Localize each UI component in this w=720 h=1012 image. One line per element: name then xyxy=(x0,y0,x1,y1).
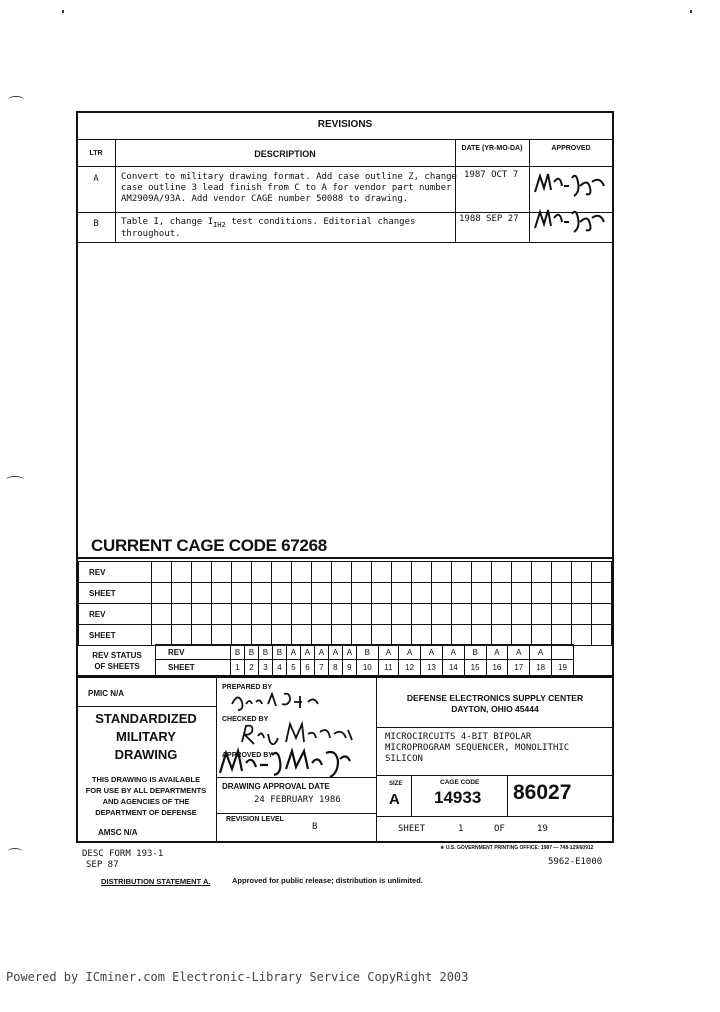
status-rev-cell xyxy=(552,645,574,660)
sheet-number: 1 xyxy=(458,824,464,834)
form-date: SEP 87 xyxy=(86,860,119,870)
distribution-statement-text: Approved for public release; distribution is unlimited. xyxy=(232,876,423,885)
availability-note xyxy=(78,774,214,818)
cage-code-value: 14933 xyxy=(434,788,482,807)
revision-row-b-desc-1 xyxy=(121,217,415,229)
drawing-label: DRAWING xyxy=(114,747,178,762)
approval-date: 24 FEBRUARY 1986 xyxy=(254,795,341,805)
status-rev-cell: B xyxy=(244,645,258,660)
status-sheet-cell: 17 xyxy=(508,660,530,676)
of-label: OF xyxy=(494,824,505,834)
of-number: 19 xyxy=(537,824,548,834)
status-sheet-cell: 7 xyxy=(314,660,328,676)
status-rev-cell: A xyxy=(286,645,300,660)
status-rev-cell: A xyxy=(378,645,399,660)
dsc-name: DEFENSE ELECTRONICS SUPPLY CENTER xyxy=(406,693,584,703)
sheet-label: SHEET xyxy=(398,824,426,834)
status-rev-cell: A xyxy=(530,645,552,660)
description-header: DESCRIPTION xyxy=(254,149,316,159)
status-sheet-cell: 1 xyxy=(231,660,245,676)
status-rev-cell: A xyxy=(442,645,464,660)
status-sheet-cell: 6 xyxy=(300,660,314,676)
revision-row-b-ltr: B xyxy=(93,219,99,229)
status-sheet-label: SHEET xyxy=(156,660,231,676)
upper-rev-grid xyxy=(78,561,612,646)
status-rev-cell: B xyxy=(258,645,272,660)
availability-line-2: FOR USE BY ALL DEPARTMENTS xyxy=(85,786,207,795)
current-cage-banner: CURRENT CAGE CODE 67268 xyxy=(91,536,327,555)
status-rev-cell: B xyxy=(272,645,286,660)
status-rev-cell: A xyxy=(421,645,443,660)
availability-line-3: AND AGENCIES OF THE xyxy=(102,797,190,806)
status-rev-cell: A xyxy=(314,645,328,660)
status-sheet-cell: 12 xyxy=(399,660,421,676)
amsc-label: AMSC N/A xyxy=(98,828,138,837)
status-rev-cell: A xyxy=(486,645,508,660)
availability-line-1: THIS DRAWING IS AVAILABLE xyxy=(91,775,201,784)
size-label: SIZE xyxy=(389,781,403,787)
rev-status-label xyxy=(80,650,154,672)
approval-signature-b xyxy=(532,204,608,236)
revision-level: B xyxy=(312,822,318,832)
availability-line-4: DEPARTMENT OF DEFENSE xyxy=(95,808,197,817)
punch-mark xyxy=(8,96,24,103)
status-sheet-cell: 18 xyxy=(530,660,552,676)
status-sheet-cell: 9 xyxy=(342,660,356,676)
status-rev-cell: B xyxy=(231,645,245,660)
prepared-by-label: PREPARED BY xyxy=(222,684,273,691)
revision-row-b-desc-2: throughout. xyxy=(121,229,181,239)
punch-mark xyxy=(8,848,22,855)
rev-status-label-line2: OF SHEETS xyxy=(94,662,140,671)
drawing-title-line-1: MICROCIRCUITS 4-BIT BIPOLAR xyxy=(385,732,532,742)
sheet-label-1: SHEET xyxy=(79,583,152,604)
revision-row-a-desc-3: AM2909A/93A. Add vendor CAGE number 50088 to drawing. xyxy=(121,194,409,204)
revision-level-label: REVISION LEVEL xyxy=(226,816,284,823)
revision-row-b-desc-part2: test conditions. Editorial changes xyxy=(231,217,416,227)
status-sheet-cell: 14 xyxy=(442,660,464,676)
approval-signature-a xyxy=(532,168,608,200)
drawing-title-line-3: SILICON xyxy=(385,754,423,764)
revision-row-a-desc-1: Convert to military drawing format. Add case outline Z, change xyxy=(121,172,457,182)
date-header: DATE (YR-MO-DA) xyxy=(461,145,523,152)
status-sheet-cell: 11 xyxy=(378,660,399,676)
form-code: 5962-E1000 xyxy=(548,857,603,867)
preparer-signature xyxy=(228,690,328,714)
gpo-note: ★ U.S. GOVERNMENT PRINTING OFFICE: 1987 — 748-129/60912 xyxy=(440,845,594,851)
form-number: DESC FORM 193-1 xyxy=(82,849,164,859)
cage-code-label: CAGE CODE xyxy=(440,779,480,786)
size-value: A xyxy=(389,791,400,808)
drawing-title xyxy=(385,732,569,765)
standardized-label: STANDARDIZED xyxy=(95,711,197,726)
status-rev-cell: A xyxy=(300,645,314,660)
status-rev-cell: A xyxy=(508,645,530,660)
powered-by-notice: Powered by ICminer.com Electronic-Library Service CopyRight 2003 xyxy=(6,970,469,984)
rev-label-1: REV xyxy=(79,562,152,583)
status-sheet-cell: 3 xyxy=(258,660,272,676)
status-sheet-cell: 13 xyxy=(421,660,443,676)
status-sheet-cell: 16 xyxy=(486,660,508,676)
status-rev-label: REV xyxy=(156,645,231,660)
revision-row-a-date: 1987 OCT 7 xyxy=(464,170,519,180)
revision-row-a-desc-2: case outline 3 lead finish from C to A for vendor part number xyxy=(121,183,452,193)
status-sheet-cell: 4 xyxy=(272,660,286,676)
status-sheet-cell: 15 xyxy=(464,660,486,676)
approved-by-label: APPROVED BY xyxy=(222,752,273,759)
dsc-city: DAYTON, OHIO 45444 xyxy=(451,704,539,714)
punch-mark xyxy=(6,476,24,483)
scan-mark xyxy=(690,10,692,13)
rev-status-grid xyxy=(155,644,574,676)
checked-by-label: CHECKED BY xyxy=(222,716,269,723)
revisions-title: REVISIONS xyxy=(317,119,373,130)
drawing-number: 86027 xyxy=(513,781,572,804)
status-sheet-cell: 10 xyxy=(356,660,378,676)
rev-label-2: REV xyxy=(79,604,152,625)
distribution-statement-label: DISTRIBUTION STATEMENT A. xyxy=(101,877,211,886)
status-sheet-cell: 19 xyxy=(552,660,574,676)
status-sheet-cell: 5 xyxy=(286,660,300,676)
rev-status-label-line1: REV STATUS xyxy=(92,651,142,660)
status-rev-cell: A xyxy=(328,645,342,660)
status-sheet-cell: 8 xyxy=(328,660,342,676)
revision-row-b-desc-part1: Table I, change I xyxy=(121,217,214,227)
ltr-header: LTR xyxy=(89,150,103,157)
scan-mark xyxy=(62,10,64,13)
approver-signature xyxy=(216,745,356,781)
drawing-title-line-2: MICROPROGRAM SEQUENCER, MONOLITHIC xyxy=(385,743,570,753)
status-rev-cell: A xyxy=(342,645,356,660)
revision-row-b-desc-sub: IH2 xyxy=(213,220,226,229)
approval-date-label: DRAWING APPROVAL DATE xyxy=(222,782,330,791)
status-rev-cell: B xyxy=(356,645,378,660)
approved-header: APPROVED xyxy=(551,145,591,152)
revision-row-a-ltr: A xyxy=(93,174,99,184)
status-rev-cell: A xyxy=(399,645,421,660)
revision-row-b-date: 1988 SEP 27 xyxy=(459,214,519,224)
status-sheet-cell: 2 xyxy=(244,660,258,676)
status-rev-cell: B xyxy=(464,645,486,660)
military-label: MILITARY xyxy=(116,729,176,744)
pmic-label: PMIC N/A xyxy=(88,689,124,698)
sheet-label-2: SHEET xyxy=(79,625,152,646)
